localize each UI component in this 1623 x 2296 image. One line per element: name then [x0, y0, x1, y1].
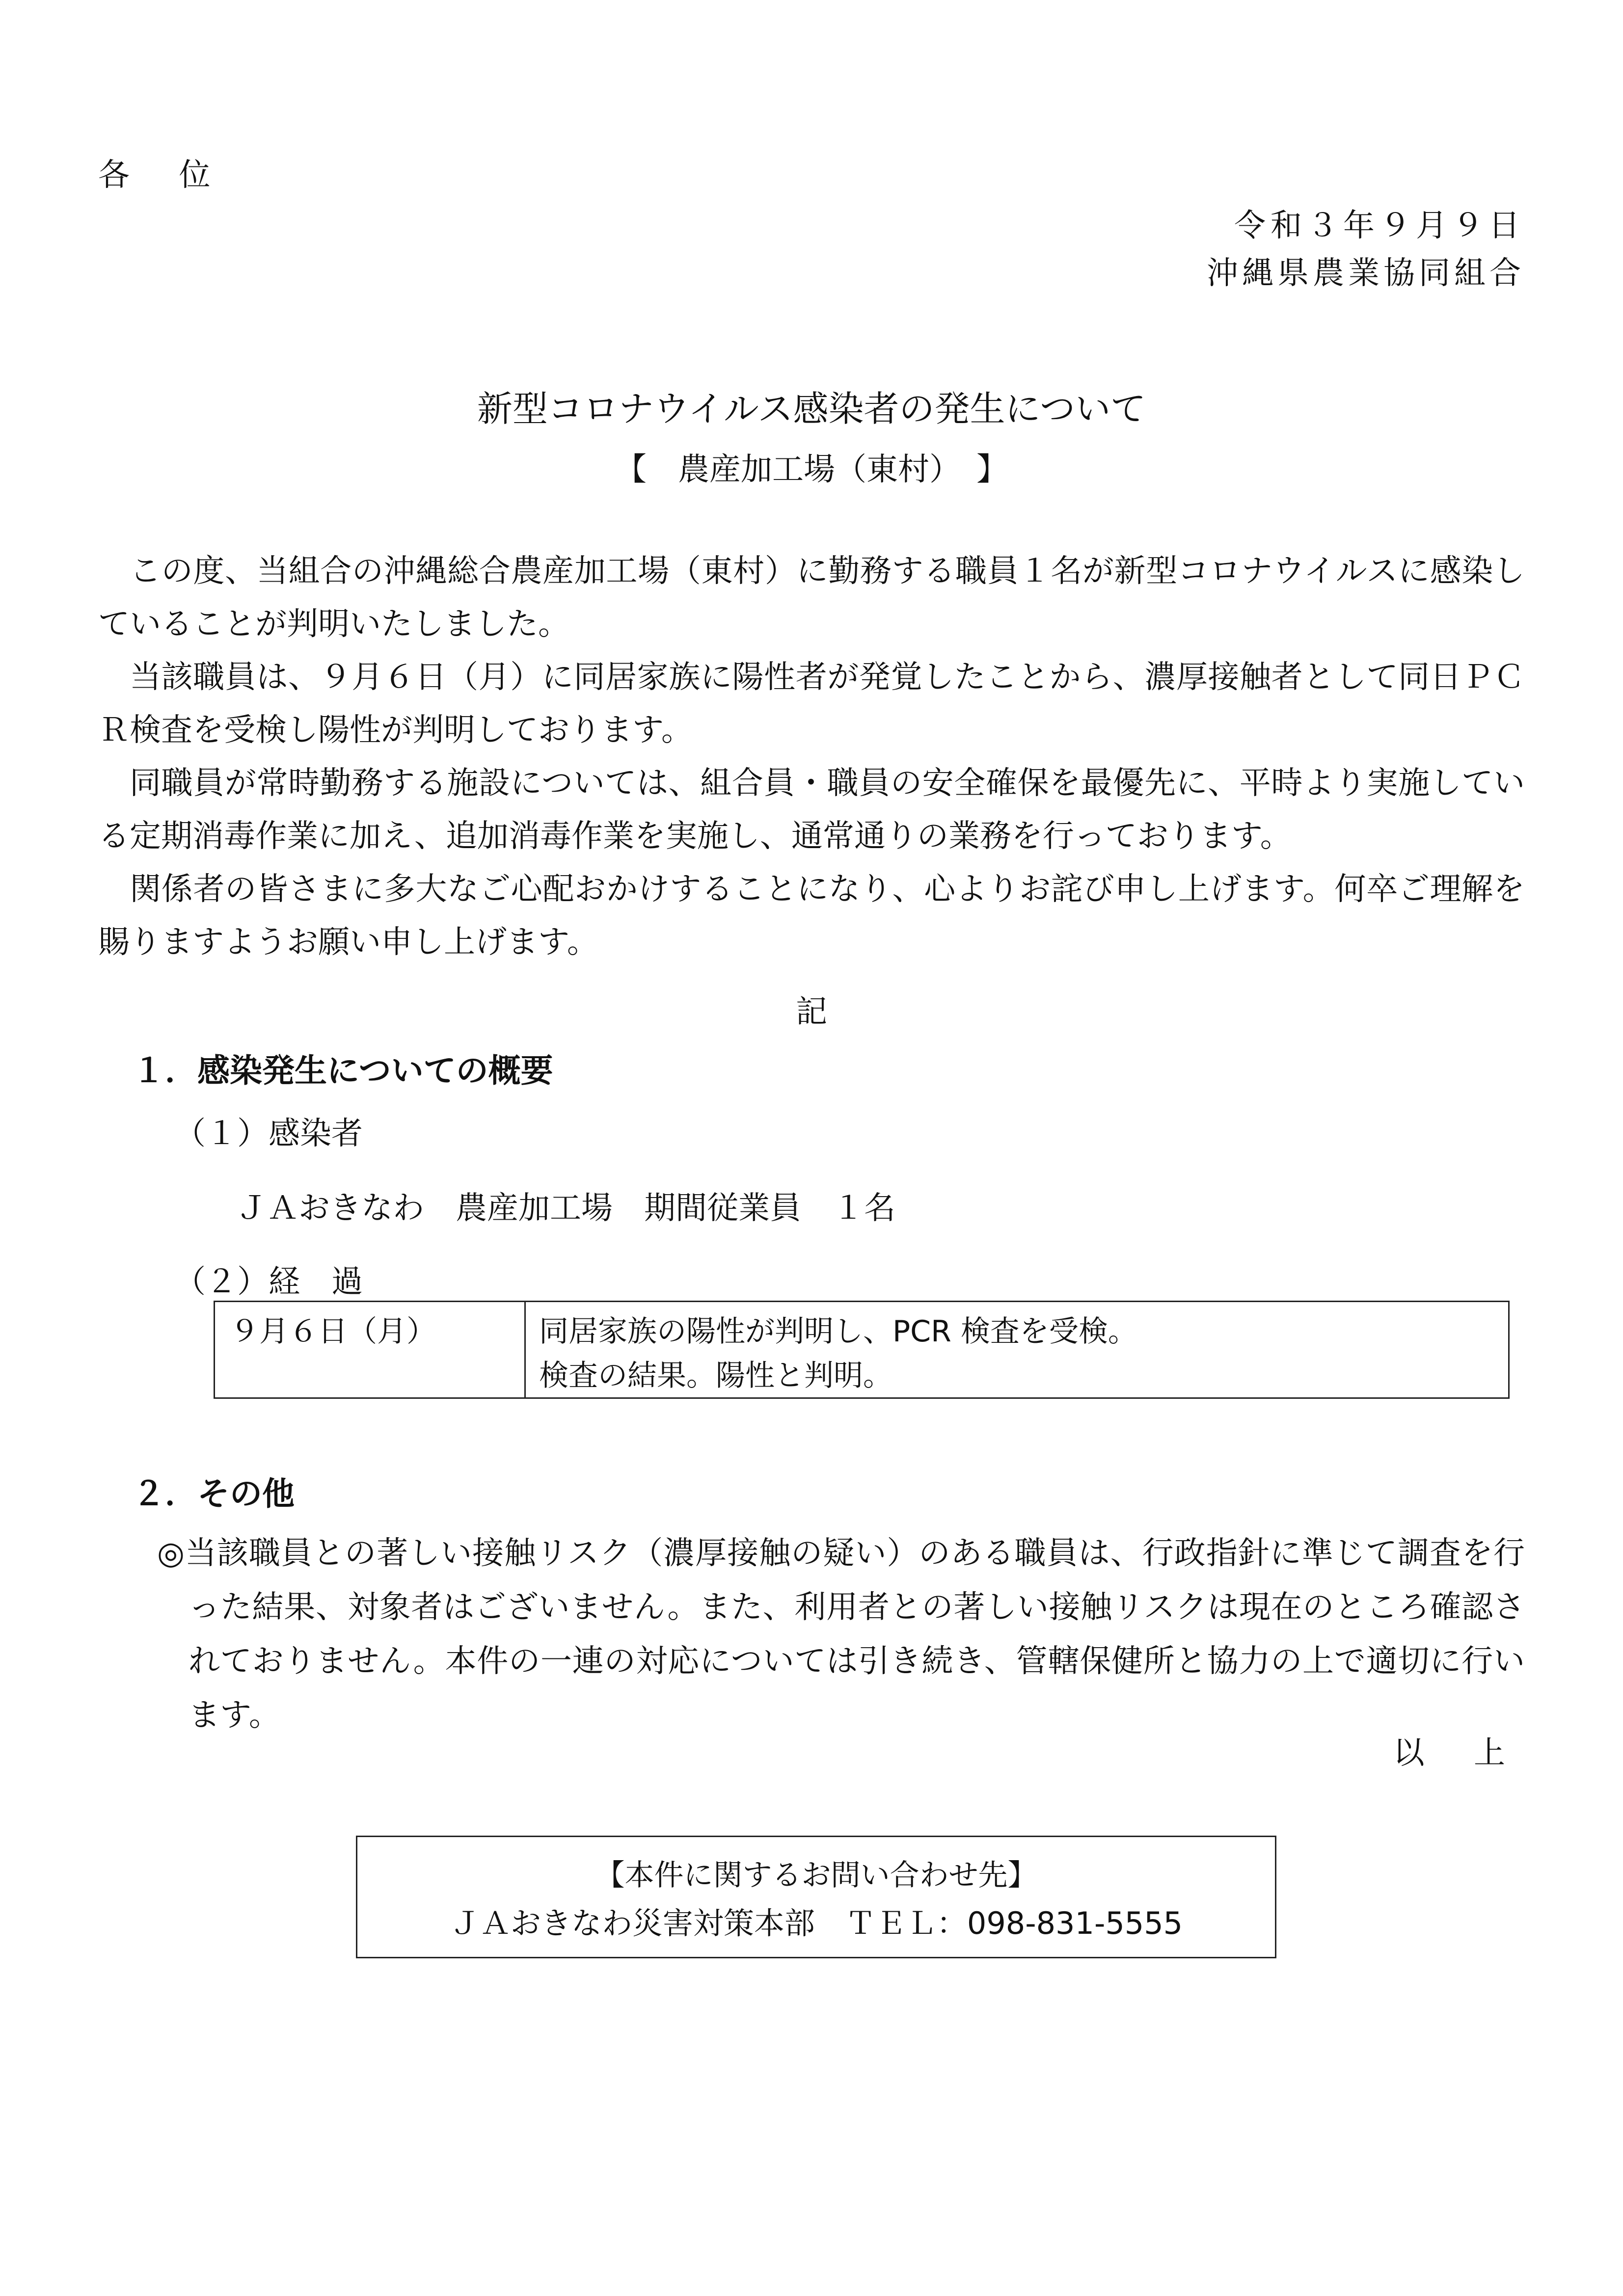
- contact-title: 【本件に関するお問い合わせ先】: [595, 1858, 1037, 1893]
- body-paragraph: 同職員が常時勤務する施設については、組合員・職員の安全確保を最優先に、平時より実施している定期消毒作業に加え、追加消毒作業を実施し、通常通りの業務を行っております。: [98, 765, 1525, 854]
- infected-value: ＪＡおきなわ 農産加工場 期間従業員 １名: [236, 1190, 895, 1227]
- contact-box: [356, 1836, 1276, 1958]
- contact-info: ＪＡおきなわ災害対策本部 ＴＥＬ：098-831-5555: [449, 1905, 1183, 1941]
- timeline-date: ９月６日（月）: [230, 1314, 436, 1349]
- closing-mark: 以 上: [1393, 1735, 1525, 1771]
- timeline-table: [214, 1301, 1510, 1399]
- table-divider: [524, 1302, 526, 1397]
- progress-label: （２）経 過: [174, 1264, 363, 1300]
- timeline-event: 同居家族の陽性が判明し、PCR 検査を受検。: [539, 1314, 1137, 1349]
- body-paragraph: 当該職員は、９月６日（月）に同居家族に陽性者が発覚したことから、濃厚接触者として同日ＰＣＲ検査を受検し陽性が判明しております。: [98, 659, 1525, 748]
- issue-date: 令和３年９月９日: [1234, 208, 1525, 244]
- body-paragraph: この度、当組合の沖縄総合農産加工場（東村）に勤務する職員１名が新型コロナウイルスに感染していることが判明いたしました。: [98, 553, 1525, 642]
- ki-marker: 記: [796, 994, 827, 1030]
- organization-name: 沖縄県農業協同組合: [1207, 255, 1525, 292]
- section-1-heading: １．感染発生についての概要: [133, 1052, 553, 1090]
- document-subtitle: 【 農産加工場（東村） 】: [615, 452, 1008, 488]
- body-paragraph: 関係者の皆さまに多大なご心配おかけすることになり、心よりお詫び申し上げます。何卒ご理解を賜りますようお願い申し上げます。: [98, 871, 1525, 961]
- addressee: 各 位: [98, 157, 230, 193]
- document-title: 新型コロナウイルス感染者の発生について: [477, 388, 1146, 429]
- section-2-body: ◎当該職員との著しい接触リスク（濃厚接触の疑い）のある職員は、行政指針に準じて調査を行った結果、対象者はございません。また、利用者との著しい接触リスクは現在のところ確認されておりません。本件の一連の対応については引き続き、管轄保健所と協力の上で適切に行います。: [157, 1535, 1525, 1734]
- section-2-heading: ２．その他: [133, 1475, 295, 1513]
- infected-label: （１）感染者: [174, 1116, 363, 1152]
- timeline-event: 検査の結果。陽性と判明。: [539, 1359, 893, 1393]
